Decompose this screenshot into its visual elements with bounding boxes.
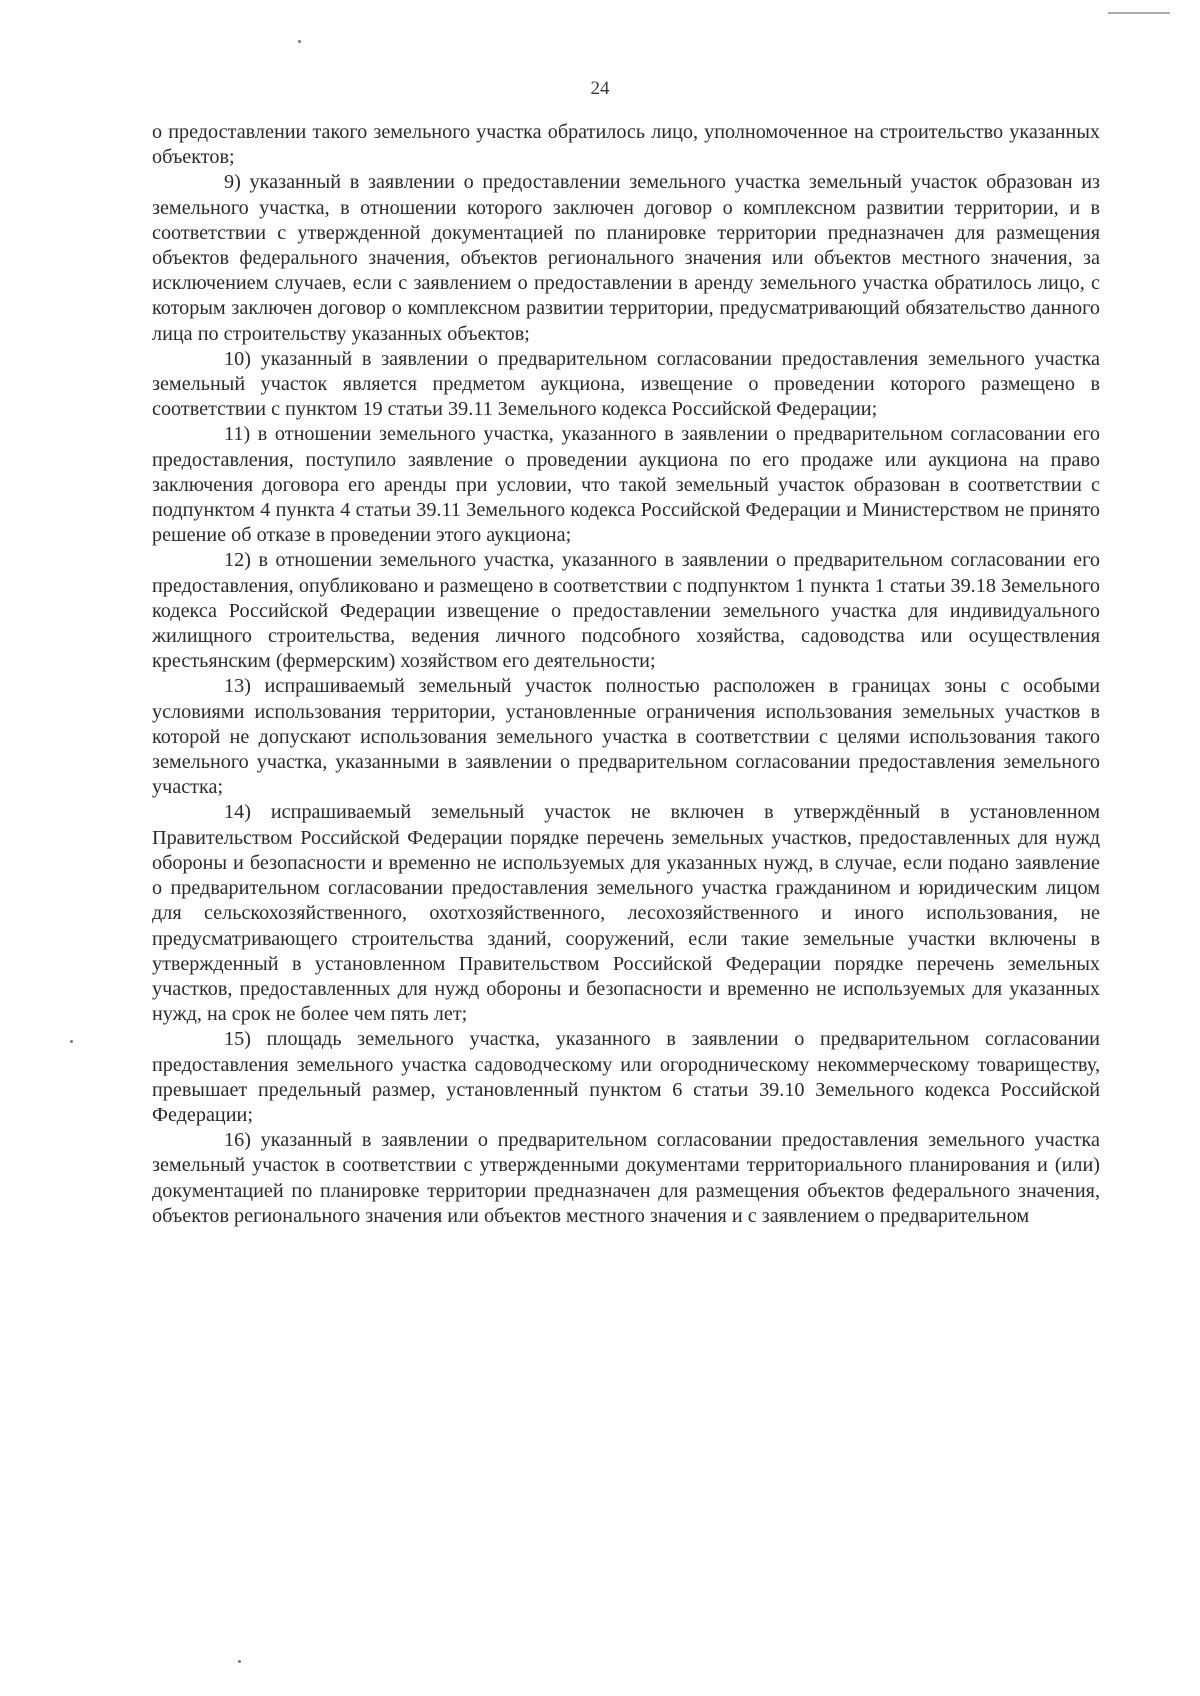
paragraph-item-15: 15) площадь земельного участка, указанного в заявлении о предварительном согласовании предоставления земельного участка садоводческому или огородническому некоммерческому товариществу, превышает предельный размер, установленный пунктом 6 статьи 39.10 Земельного кодекса Российской Федерации;	[152, 1028, 1100, 1126]
scan-speck	[70, 1040, 73, 1043]
scan-speck	[238, 1660, 241, 1663]
scan-speck	[298, 40, 301, 43]
paragraph-item-14: 14) испрашиваемый земельный участок не включен в утверждённый в установленном Правительством Российской Федерации порядке перечень земельных участков, предоставленных для нужд обороны и безопасности и временно не используемых для указанных нужд, в случае, если подано заявление о предварительном согласовании предоставления земельного участка гражданином и юридическим лицом для сельскохозяйственного, охотхозяйственного, лесохозяйственного и иного использования, не предусматривающего строительства зданий, сооружений, если такие земельные участки включены в утвержденный в установленном Правительством Российской Федерации порядке перечень земельных участков, предоставленных для нужд обороны и безопасности и временно не используемых для указанных нужд, на срок не более чем пять лет;	[152, 801, 1100, 1026]
paragraph-item-10: 10) указанный в заявлении о предварительном согласовании предоставления земельного участка земельный участок является предметом аукциона, извещение о проведении которого размещено в соответствии с пунктом 19 статьи 39.11 Земельного кодекса Российской Федерации;	[152, 347, 1100, 421]
scan-edge-mark	[1108, 12, 1170, 14]
paragraph-continuation: о предоставлении такого земельного участка обратилось лицо, уполномоченное на строительство указанных объектов;	[152, 121, 1100, 169]
document-body	[152, 120, 1100, 1229]
paragraph-item-16: 16) указанный в заявлении о предварительном согласовании предоставления земельного участка земельный участок в соответствии с утвержденными документами территориального планирования и (или) документацией по планировке территории предназначен для размещения объектов федерального значения, объектов регионального значения или объектов местного значения и с заявлением о предварительном	[152, 1129, 1100, 1227]
paragraph-item-11: 11) в отношении земельного участка, указанного в заявлении о предварительном согласовании его предоставления, поступило заявление о проведении аукциона по его продаже или аукциона на право заключения договора его аренды при условии, что такой земельный участок образован в соответствии с подпунктом 4 пункта 4 статьи 39.11 Земельного кодекса Российской Федерации и Министерством не принято решение об отказе в проведении этого аукциона;	[152, 423, 1100, 547]
paragraph-item-13: 13) испрашиваемый земельный участок полностью расположен в границах зоны с особыми условиями использования территории, установленные ограничения использования земельных участков в которой не допускают использования земельного участка в соответствии с целями использования такого земельного участка, указанными в заявлении о предварительном согласовании предоставления земельного участка;	[152, 675, 1100, 799]
page-number: 24	[590, 78, 610, 99]
paragraph-item-12: 12) в отношении земельного участка, указанного в заявлении о предварительном согласовании его предоставления, опубликовано и размещено в соответствии с подпунктом 1 пункта 1 статьи 39.18 Земельного кодекса Российской Федерации извещение о предоставлении земельного участка для индивидуального жилищного строительства, ведения личного подсобного хозяйства, садоводства или осуществления крестьянским (фермерским) хозяйством его деятельности;	[152, 549, 1100, 673]
paragraph-item-9: 9) указанный в заявлении о предоставлении земельного участка земельный участок образован из земельного участка, в отношении которого заключен договор о комплексном развитии территории, и в соответствии с утвержденной документацией по планировке территории предназначен для размещения объектов федерального значения, объектов регионального значения или объектов местного значения, за исключением случаев, если с заявлением о предоставлении в аренду земельного участка обратилось лицо, с которым заключен договор о комплексном развитии территории, предусматривающий обязательство данного лица по строительству указанных объектов;	[152, 171, 1100, 345]
